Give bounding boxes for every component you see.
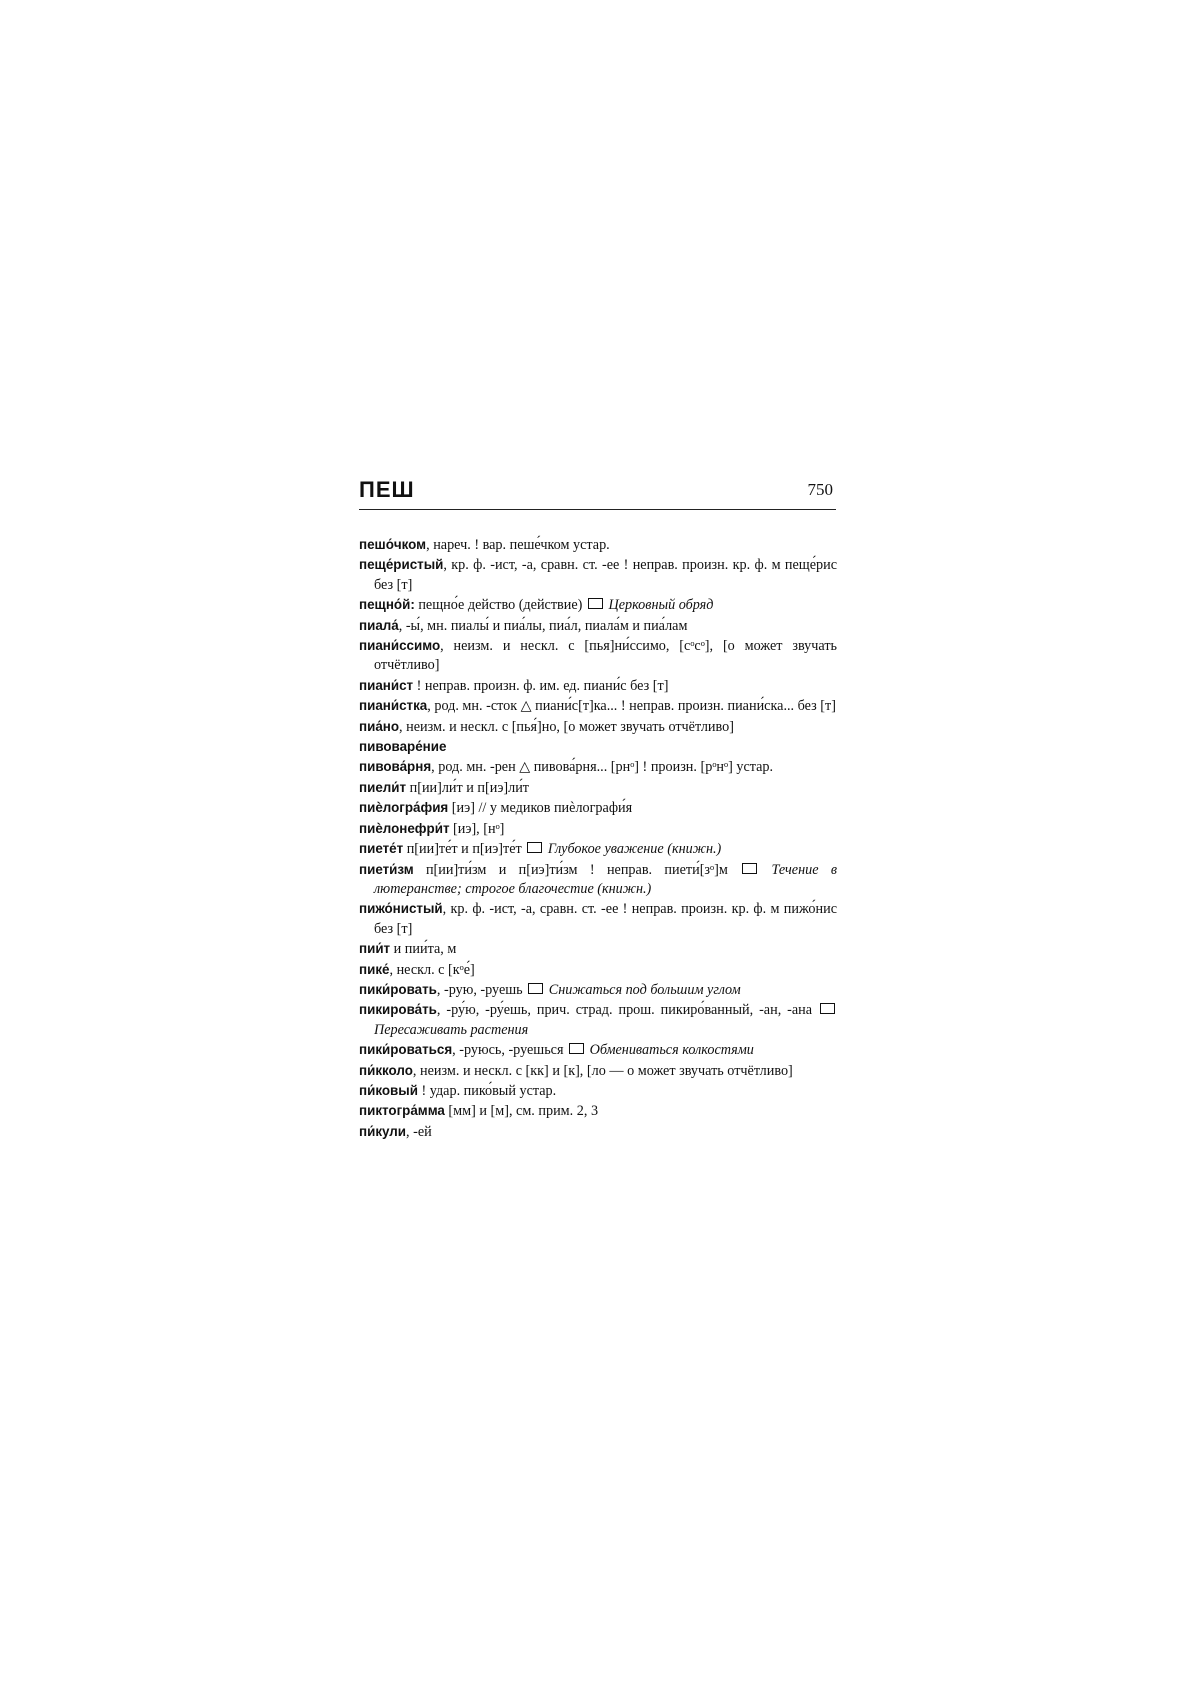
definition: Глубокое уважение (книжн.) xyxy=(544,841,722,858)
headword: пике́ xyxy=(359,961,390,977)
headword: пешо́чком xyxy=(359,537,427,552)
dictionary-entry xyxy=(359,960,837,980)
definition: Снижаться под большим углом xyxy=(545,981,741,998)
entry-text: , -ру́ю, -ру́ешь, прич. страд. прош. пикиро́ванный, -ан, -ана xyxy=(436,1002,813,1019)
headword: пиете́т xyxy=(359,841,404,857)
dictionary-entry xyxy=(359,819,837,839)
square-icon xyxy=(588,598,603,609)
entry-text: , кр. ф. -ист, -а, сравн. ст. -ее ! неправ. произн. кр. ф. м пижо́нис без [т] xyxy=(374,901,837,937)
entry-text: , род. мн. -сток △ пиани́с[т]ка... ! неправ. произн. пиани́ска... без [т] xyxy=(427,698,836,715)
entry-text: пещно́е действо (действие) xyxy=(414,597,583,614)
dictionary-entry xyxy=(359,737,837,757)
dictionary-entry xyxy=(359,616,837,636)
entry-text: , неизм. и нескл. с [пья́]но, [о может звучать отчётливо] xyxy=(399,718,734,735)
dictionary-entry xyxy=(359,778,837,798)
headword: пиети́зм xyxy=(359,861,414,877)
headword: пивоваре́ние xyxy=(359,739,447,755)
headword: пики́ровать xyxy=(359,981,437,997)
headword: пи́ковый xyxy=(359,1082,418,1098)
dictionary-entry xyxy=(359,717,837,737)
dictionary-entry xyxy=(359,839,837,859)
entry-text: , -рую, -руешь xyxy=(436,981,523,998)
headword: пики́роваться xyxy=(359,1042,453,1058)
entry-text: , -ей xyxy=(406,1123,432,1140)
headword: пижо́нистый xyxy=(359,901,443,917)
headword: пи́кули xyxy=(359,1123,407,1139)
dictionary-entry xyxy=(359,636,837,676)
dictionary-entry xyxy=(359,1061,837,1081)
dictionary-entry xyxy=(359,1122,837,1142)
square-icon xyxy=(528,983,543,994)
dictionary-entry xyxy=(359,1000,837,1040)
dictionary-entry xyxy=(359,798,837,818)
dictionary-entry xyxy=(359,1101,837,1121)
page-number: 750 xyxy=(807,480,833,499)
square-icon xyxy=(742,863,757,874)
headword: пещно́й: xyxy=(359,597,415,613)
entry-text: ! неправ. произн. ф. им. ед. пиани́с без [т] xyxy=(413,677,669,694)
headword: пивова́рня xyxy=(359,759,432,775)
headword: пеще́ристый xyxy=(359,557,444,573)
square-icon xyxy=(820,1003,835,1014)
entry-text: , нескл. с [кᵒе́] xyxy=(389,961,475,978)
square-icon xyxy=(569,1043,584,1054)
entry-text: [мм] и [м], см. прим. 2, 3 xyxy=(444,1103,599,1120)
dictionary-entry xyxy=(359,860,837,900)
dictionary-entry xyxy=(359,980,837,1000)
headword: пиели́т xyxy=(359,779,407,795)
entry-text: , нареч. ! вар. пеше́чком устар. xyxy=(426,537,610,553)
definition: Церковный обряд xyxy=(604,597,714,614)
running-head: ПЕШ xyxy=(359,477,415,502)
dictionary-entry xyxy=(359,535,837,555)
header-rule xyxy=(359,509,836,510)
entry-text: [иэ] // у медиков пиѐлографи́я xyxy=(448,800,633,817)
entry-text: , неизм. и нескл. с [кк] и [к], [ло — о может звучать отчётливо] xyxy=(412,1062,793,1079)
dictionary-entry xyxy=(359,595,837,615)
dictionary-entry xyxy=(359,757,837,777)
entry-text: п[ии]ти́зм и п[иэ]ти́зм ! неправ. пиети́[зᵒ]м xyxy=(413,861,728,878)
headword: пиала́ xyxy=(359,617,399,633)
dictionary-entry xyxy=(359,676,837,696)
definition: Пересаживать растения xyxy=(374,1021,529,1038)
entry-text: и пии́та, м xyxy=(390,941,457,958)
entry-text: [иэ], [нᵒ] xyxy=(449,820,505,837)
entry-text: п[ии]те́т и п[иэ]те́т xyxy=(403,841,522,858)
entry-text: , -руюсь, -руешься xyxy=(452,1042,564,1059)
headword: пикирова́ть xyxy=(359,1002,437,1018)
headword: пиани́ссимо xyxy=(359,638,441,654)
headword: пиани́стка xyxy=(359,698,428,714)
headword: пиктогра́мма xyxy=(359,1103,445,1119)
entry-text: , -ы́, мн. пиалы́ и пиа́лы, пиа́л, пиала́м и пиа́лам xyxy=(398,617,688,634)
entry-text: ! удар. пико́вый устар. xyxy=(417,1082,557,1099)
dictionary-entries xyxy=(359,535,837,1142)
headword: пи́кколо xyxy=(359,1062,413,1078)
headword: пиѐлонефри́т xyxy=(359,820,450,836)
dictionary-entry xyxy=(359,696,837,716)
entry-text: , род. мн. -рен △ пивова́рня... [рнᵒ] ! произн. [рᵒнᵒ] устар. xyxy=(431,759,774,776)
square-icon xyxy=(527,842,542,853)
headword: пиа́но xyxy=(359,718,400,734)
dictionary-entry xyxy=(359,939,837,959)
headword: пиани́ст xyxy=(359,677,414,693)
entry-text: п[ии]ли́т и п[иэ]ли́т xyxy=(406,779,530,796)
definition: Обмениваться колкостями xyxy=(586,1042,754,1059)
page-header xyxy=(359,475,835,505)
entry-text: , неизм. и нескл. с [пья]ни́ссимо, [сᵒсᵒ], [о может звучать отчётливо] xyxy=(374,638,837,674)
dictionary-entry xyxy=(359,899,837,939)
dictionary-entry xyxy=(359,1081,837,1101)
headword: пии́т xyxy=(359,941,391,957)
dictionary-entry xyxy=(359,1040,837,1060)
entry-text: , кр. ф. -ист, -а, сравн. ст. -ее ! неправ. произн. кр. ф. м пеще́рис без [т] xyxy=(374,557,837,593)
headword: пиѐлогра́фия xyxy=(359,800,449,816)
definition: Течение в лютеранстве; строгое благочестие (книжн.) xyxy=(374,861,838,897)
dictionary-entry xyxy=(359,555,837,595)
